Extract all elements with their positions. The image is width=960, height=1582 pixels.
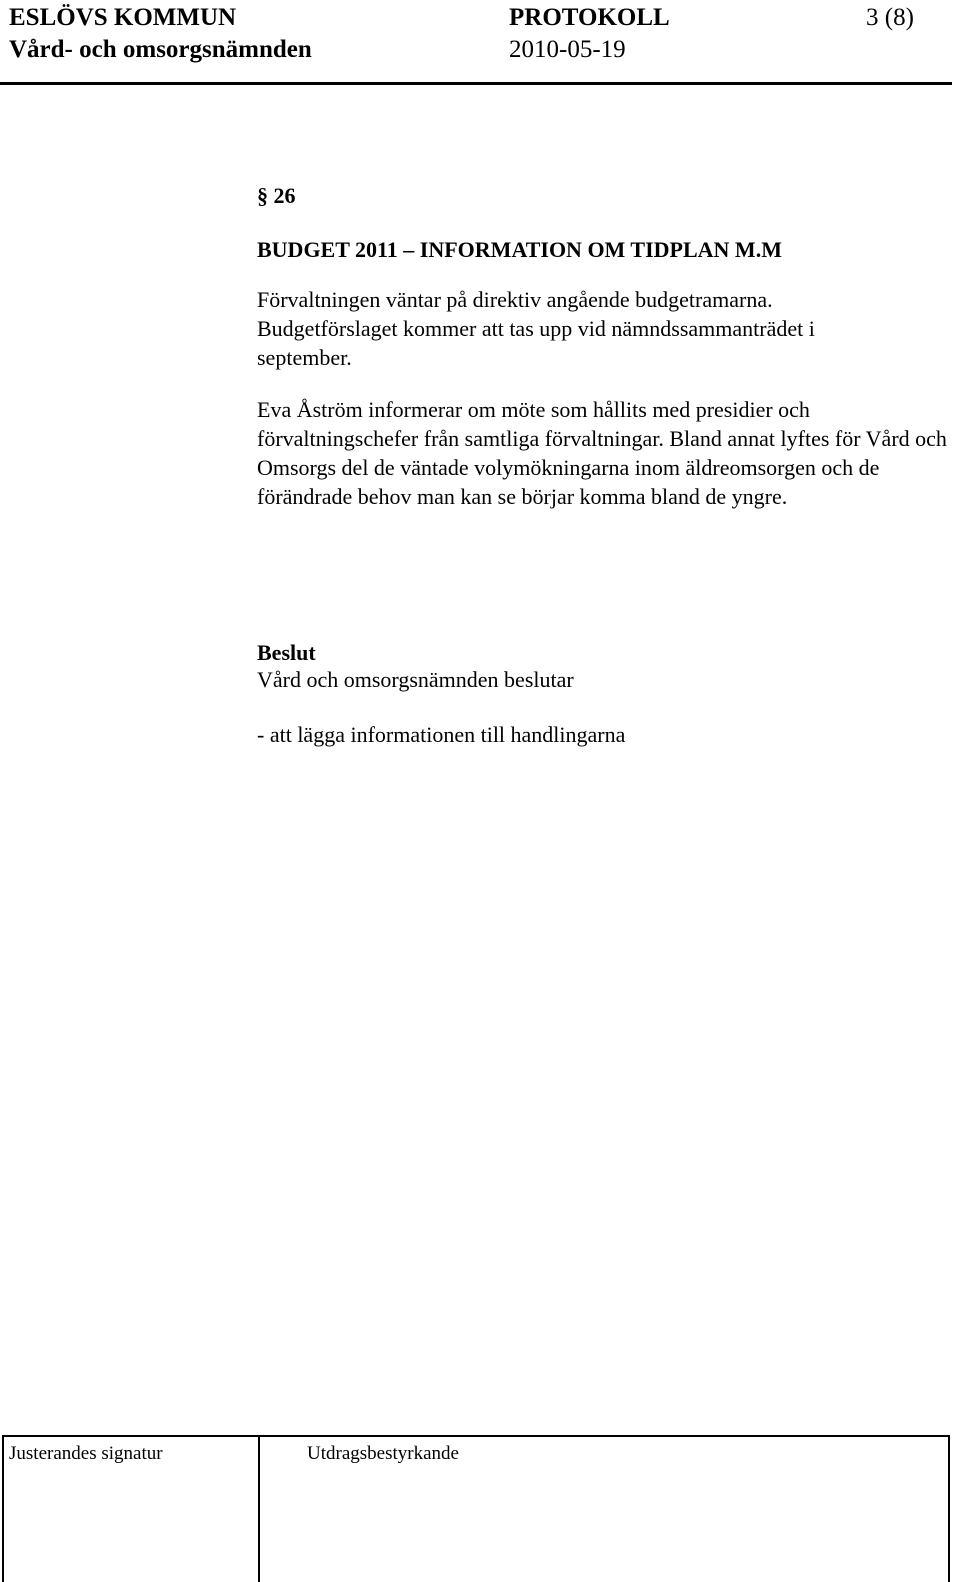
decision-intro: Vård och omsorgsnämnden beslutar [257, 667, 574, 692]
decision-item: - att lägga informationen till handlingarna [257, 722, 626, 747]
paragraph-meeting-info: Eva Åström informerar om möte som hållits med presidier och förvaltningschefer från samtliga förvaltningar. Bland annat lyftes för Vård och Omsorgs del de väntade volymökningarna inom äldreomsorgen och de förändrade behov man kan se börjar komma bland de yngre. [257, 397, 947, 509]
committee-name: Vård- och omsorgsnämnden [9, 36, 312, 63]
organization-name: ESLÖVS KOMMUN [9, 4, 237, 31]
signature-box-right-border [948, 1435, 950, 1582]
header-rule [0, 82, 952, 85]
page-number: 3 (8) [866, 4, 914, 31]
section-symbol: § [257, 183, 268, 208]
section-title: BUDGET 2011 – INFORMATION OM TIDPLAN M.M [257, 237, 782, 262]
signature-box-top-border [2, 1435, 950, 1437]
signature-box-divider [258, 1435, 260, 1582]
signature-box-left-border [2, 1435, 4, 1582]
section-number-value: 26 [273, 183, 296, 208]
decision-heading: Beslut [257, 640, 316, 665]
section-number [257, 181, 296, 210]
document-type: PROTOKOLL [509, 4, 670, 31]
certification-label: Utdragsbestyrkande [307, 1443, 459, 1464]
paragraph-budget-directive: Förvaltningen väntar på direktiv angående budgetramarna. Budgetförslaget kommer att tas upp vid nämndssammanträdet i september. [257, 287, 815, 370]
signature-label: Justerandes signatur [9, 1443, 163, 1464]
meeting-date: 2010-05-19 [509, 36, 626, 63]
